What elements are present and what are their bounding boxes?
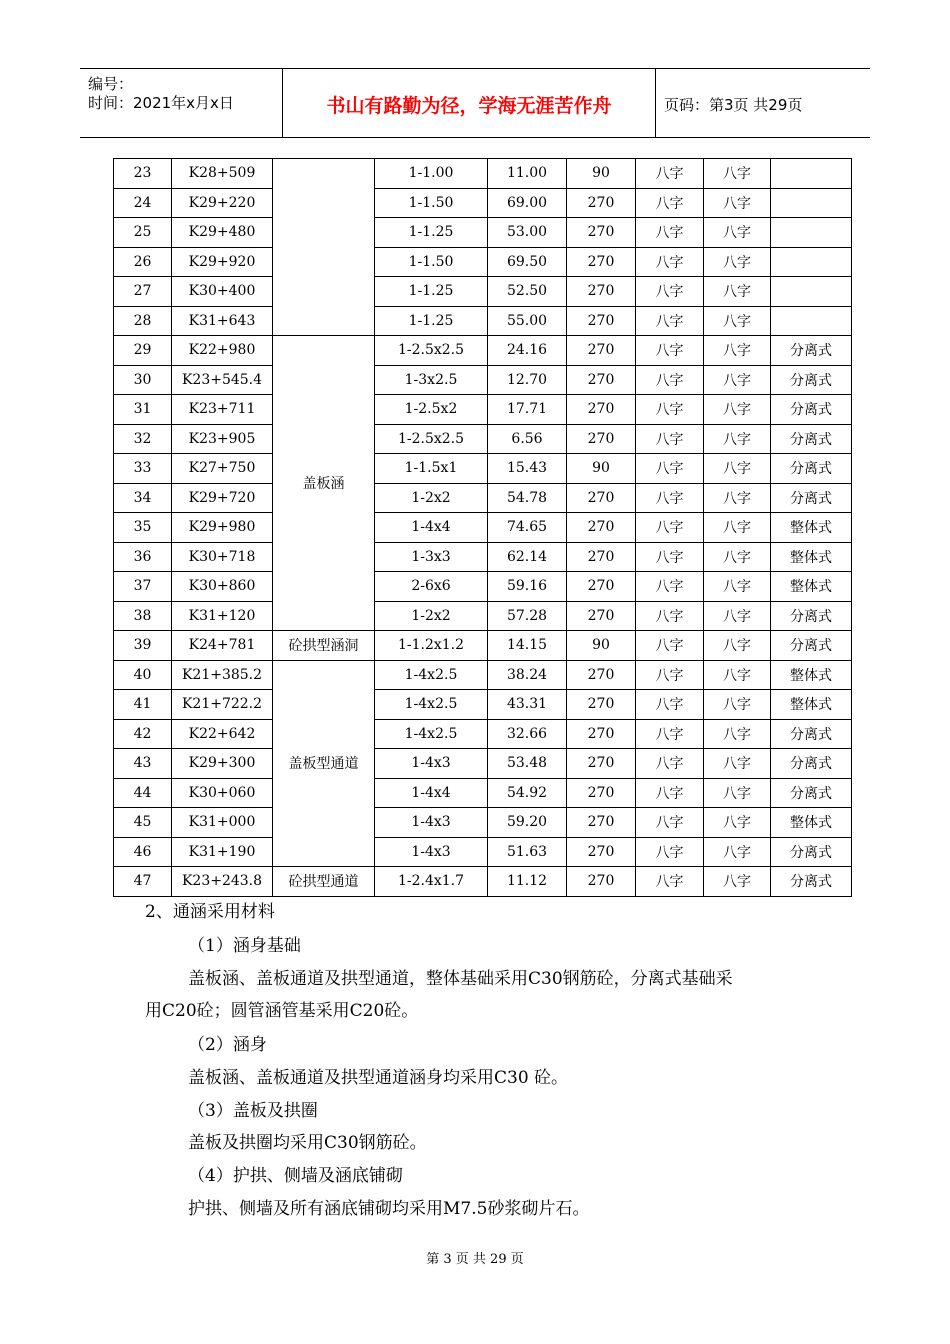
outlet-type-cell: 八字 xyxy=(704,365,771,395)
inlet-type-cell: 八字 xyxy=(636,808,704,838)
station-cell: K31+190 xyxy=(172,837,273,867)
table-row xyxy=(114,247,852,277)
length-cell: 54.92 xyxy=(488,778,567,808)
station-cell: K24+781 xyxy=(172,631,273,661)
foundation-type-cell: 整体式 xyxy=(771,542,852,572)
span-cell: 1-1.25 xyxy=(375,277,488,307)
length-cell: 69.50 xyxy=(488,247,567,277)
angle-cell: 270 xyxy=(567,188,636,218)
inlet-type-cell: 八字 xyxy=(636,454,704,484)
foundation-type-cell: 分离式 xyxy=(771,424,852,454)
angle-cell: 270 xyxy=(567,424,636,454)
inlet-type-cell: 八字 xyxy=(636,159,704,189)
angle-cell: 90 xyxy=(567,454,636,484)
table-row xyxy=(114,424,852,454)
row-number-cell: 36 xyxy=(114,542,172,572)
row-number-cell: 35 xyxy=(114,513,172,543)
inlet-type-cell: 八字 xyxy=(636,277,704,307)
inlet-type-cell: 八字 xyxy=(636,188,704,218)
inlet-type-cell: 八字 xyxy=(636,306,704,336)
row-number-cell: 29 xyxy=(114,336,172,366)
motto-text: 书山有路勤为径，学海无涯苦作舟 xyxy=(326,95,612,117)
foundation-type-cell: 分离式 xyxy=(771,837,852,867)
foundation-type-cell: 分离式 xyxy=(771,336,852,366)
length-cell: 6.56 xyxy=(488,424,567,454)
foundation-type-cell: 分离式 xyxy=(771,749,852,779)
station-cell: K27+750 xyxy=(172,454,273,484)
subsection-3-text: 盖板及拱圈均采用C30钢筋砼。 xyxy=(188,1133,427,1153)
table-row xyxy=(114,365,852,395)
span-cell: 1-2.5x2.5 xyxy=(375,424,488,454)
header-info-cell xyxy=(80,69,282,137)
row-number-cell: 23 xyxy=(114,159,172,189)
outlet-type-cell: 八字 xyxy=(704,483,771,513)
foundation-type-cell xyxy=(771,159,852,189)
table-row xyxy=(114,159,852,189)
station-cell: K21+385.2 xyxy=(172,660,273,690)
angle-cell: 270 xyxy=(567,572,636,602)
foundation-type-cell: 分离式 xyxy=(771,454,852,484)
outlet-type-cell: 八字 xyxy=(704,572,771,602)
table-row xyxy=(114,542,852,572)
inlet-type-cell: 八字 xyxy=(636,749,704,779)
row-number-cell: 27 xyxy=(114,277,172,307)
foundation-type-cell: 整体式 xyxy=(771,690,852,720)
table-row xyxy=(114,188,852,218)
subsection-1-title: （1）涵身基础 xyxy=(188,936,301,956)
inlet-type-cell: 八字 xyxy=(636,572,704,602)
angle-cell: 270 xyxy=(567,365,636,395)
length-cell: 17.71 xyxy=(488,395,567,425)
length-cell: 14.15 xyxy=(488,631,567,661)
table-row xyxy=(114,572,852,602)
station-cell: K30+860 xyxy=(172,572,273,602)
inlet-type-cell: 八字 xyxy=(636,631,704,661)
span-cell: 1-1.50 xyxy=(375,188,488,218)
inlet-type-cell: 八字 xyxy=(636,365,704,395)
span-cell: 1-1.2x1.2 xyxy=(375,631,488,661)
foundation-type-cell xyxy=(771,188,852,218)
length-cell: 59.16 xyxy=(488,572,567,602)
row-number-cell: 26 xyxy=(114,247,172,277)
station-cell: K30+060 xyxy=(172,778,273,808)
station-cell: K22+980 xyxy=(172,336,273,366)
station-cell: K28+509 xyxy=(172,159,273,189)
station-cell: K29+480 xyxy=(172,218,273,248)
length-cell: 11.00 xyxy=(488,159,567,189)
length-cell: 62.14 xyxy=(488,542,567,572)
type-group-cell: 砼拱型通道 xyxy=(273,867,375,897)
foundation-type-cell xyxy=(771,218,852,248)
row-number-cell: 24 xyxy=(114,188,172,218)
subsection-1-text-cont: 用C20砼；圆管涵管基采用C20砼。 xyxy=(145,1001,419,1021)
angle-cell: 270 xyxy=(567,395,636,425)
length-cell: 43.31 xyxy=(488,690,567,720)
span-cell: 1-1.25 xyxy=(375,218,488,248)
station-cell: K22+642 xyxy=(172,719,273,749)
span-cell: 1-2x2 xyxy=(375,483,488,513)
angle-cell: 270 xyxy=(567,867,636,897)
outlet-type-cell: 八字 xyxy=(704,277,771,307)
table-row xyxy=(114,867,852,897)
station-cell: K23+243.8 xyxy=(172,867,273,897)
length-cell: 59.20 xyxy=(488,808,567,838)
row-number-cell: 33 xyxy=(114,454,172,484)
outlet-type-cell: 八字 xyxy=(704,867,771,897)
foundation-type-cell: 分离式 xyxy=(771,719,852,749)
angle-cell: 270 xyxy=(567,601,636,631)
table-row xyxy=(114,808,852,838)
outlet-type-cell: 八字 xyxy=(704,749,771,779)
station-cell: K31+000 xyxy=(172,808,273,838)
table-row xyxy=(114,601,852,631)
table-row xyxy=(114,483,852,513)
outlet-type-cell: 八字 xyxy=(704,218,771,248)
foundation-type-cell: 分离式 xyxy=(771,365,852,395)
row-number-cell: 40 xyxy=(114,660,172,690)
table-row xyxy=(114,218,852,248)
span-cell: 1-4x2.5 xyxy=(375,719,488,749)
subsection-1-text: 盖板涵、盖板通道及拱型通道，整体基础采用C30钢筋砼，分离式基础采 xyxy=(188,969,733,989)
subsection-4-text: 护拱、侧墙及所有涵底铺砌均采用M7.5砂浆砌片石。 xyxy=(188,1199,590,1219)
row-number-cell: 47 xyxy=(114,867,172,897)
span-cell: 1-3x2.5 xyxy=(375,365,488,395)
station-cell: K31+643 xyxy=(172,306,273,336)
type-group-cell: 盖板涵 xyxy=(273,336,375,631)
inlet-type-cell: 八字 xyxy=(636,601,704,631)
angle-cell: 270 xyxy=(567,336,636,366)
span-cell: 1-3x3 xyxy=(375,542,488,572)
station-cell: K30+400 xyxy=(172,277,273,307)
outlet-type-cell: 八字 xyxy=(704,395,771,425)
span-cell: 1-4x3 xyxy=(375,749,488,779)
foundation-type-cell: 整体式 xyxy=(771,808,852,838)
length-cell: 55.00 xyxy=(488,306,567,336)
station-cell: K29+300 xyxy=(172,749,273,779)
station-cell: K29+920 xyxy=(172,247,273,277)
foundation-type-cell: 分离式 xyxy=(771,778,852,808)
section-title: 2、通涵采用材料 xyxy=(145,902,275,922)
angle-cell: 270 xyxy=(567,218,636,248)
table-row xyxy=(114,277,852,307)
foundation-type-cell: 分离式 xyxy=(771,395,852,425)
angle-cell: 270 xyxy=(567,306,636,336)
length-cell: 69.00 xyxy=(488,188,567,218)
inlet-type-cell: 八字 xyxy=(636,424,704,454)
table-row xyxy=(114,719,852,749)
subsection-2-title: （2）涵身 xyxy=(188,1035,267,1055)
inlet-type-cell: 八字 xyxy=(636,837,704,867)
inlet-type-cell: 八字 xyxy=(636,247,704,277)
outlet-type-cell: 八字 xyxy=(704,306,771,336)
length-cell: 53.48 xyxy=(488,749,567,779)
angle-cell: 270 xyxy=(567,749,636,779)
foundation-type-cell xyxy=(771,247,852,277)
serial-label: 编号： xyxy=(88,75,134,93)
row-number-cell: 28 xyxy=(114,306,172,336)
inlet-type-cell: 八字 xyxy=(636,542,704,572)
angle-cell: 270 xyxy=(567,542,636,572)
type-group-cell: 砼拱型涵洞 xyxy=(273,631,375,661)
station-cell: K23+545.4 xyxy=(172,365,273,395)
foundation-type-cell: 整体式 xyxy=(771,660,852,690)
table-row xyxy=(114,749,852,779)
angle-cell: 90 xyxy=(567,159,636,189)
length-cell: 24.16 xyxy=(488,336,567,366)
type-group-cell: 盖板型通道 xyxy=(273,660,375,867)
outlet-type-cell: 八字 xyxy=(704,631,771,661)
angle-cell: 270 xyxy=(567,808,636,838)
outlet-type-cell: 八字 xyxy=(704,837,771,867)
span-cell: 1-4x4 xyxy=(375,513,488,543)
table-row xyxy=(114,837,852,867)
span-cell: 1-1.50 xyxy=(375,247,488,277)
foundation-type-cell: 分离式 xyxy=(771,483,852,513)
inlet-type-cell: 八字 xyxy=(636,483,704,513)
length-cell: 74.65 xyxy=(488,513,567,543)
length-cell: 32.66 xyxy=(488,719,567,749)
station-cell: K21+722.2 xyxy=(172,690,273,720)
length-cell: 57.28 xyxy=(488,601,567,631)
table-row xyxy=(114,631,852,661)
inlet-type-cell: 八字 xyxy=(636,690,704,720)
station-cell: K29+720 xyxy=(172,483,273,513)
outlet-type-cell: 八字 xyxy=(704,719,771,749)
angle-cell: 270 xyxy=(567,247,636,277)
length-cell: 38.24 xyxy=(488,660,567,690)
foundation-type-cell: 整体式 xyxy=(771,513,852,543)
table-row xyxy=(114,778,852,808)
angle-cell: 270 xyxy=(567,483,636,513)
header-page-cell xyxy=(656,69,870,137)
foundation-type-cell xyxy=(771,306,852,336)
inlet-type-cell: 八字 xyxy=(636,719,704,749)
time-label: 时间：2021年x月x日 xyxy=(88,94,234,112)
station-cell: K29+220 xyxy=(172,188,273,218)
angle-cell: 270 xyxy=(567,660,636,690)
inlet-type-cell: 八字 xyxy=(636,336,704,366)
outlet-type-cell: 八字 xyxy=(704,808,771,838)
angle-cell: 270 xyxy=(567,719,636,749)
row-number-cell: 39 xyxy=(114,631,172,661)
outlet-type-cell: 八字 xyxy=(704,778,771,808)
station-cell: K31+120 xyxy=(172,601,273,631)
inlet-type-cell: 八字 xyxy=(636,395,704,425)
outlet-type-cell: 八字 xyxy=(704,424,771,454)
outlet-type-cell: 八字 xyxy=(704,188,771,218)
angle-cell: 270 xyxy=(567,513,636,543)
inlet-type-cell: 八字 xyxy=(636,218,704,248)
type-group-cell xyxy=(273,159,375,336)
inlet-type-cell: 八字 xyxy=(636,660,704,690)
length-cell: 11.12 xyxy=(488,867,567,897)
station-cell: K23+905 xyxy=(172,424,273,454)
table-row xyxy=(114,306,852,336)
table-row xyxy=(114,336,852,366)
row-number-cell: 34 xyxy=(114,483,172,513)
inlet-type-cell: 八字 xyxy=(636,778,704,808)
angle-cell: 270 xyxy=(567,778,636,808)
span-cell: 1-4x3 xyxy=(375,808,488,838)
row-number-cell: 37 xyxy=(114,572,172,602)
table-row xyxy=(114,513,852,543)
outlet-type-cell: 八字 xyxy=(704,601,771,631)
foundation-type-cell: 分离式 xyxy=(771,601,852,631)
station-cell: K29+980 xyxy=(172,513,273,543)
page-header xyxy=(80,68,870,138)
row-number-cell: 42 xyxy=(114,719,172,749)
span-cell: 1-4x4 xyxy=(375,778,488,808)
span-cell: 2-6x6 xyxy=(375,572,488,602)
span-cell: 1-1.25 xyxy=(375,306,488,336)
foundation-type-cell xyxy=(771,277,852,307)
foundation-type-cell: 分离式 xyxy=(771,867,852,897)
subsection-2-text: 盖板涵、盖板通道及拱型通道涵身均采用C30 砼。 xyxy=(188,1068,569,1088)
outlet-type-cell: 八字 xyxy=(704,660,771,690)
inlet-type-cell: 八字 xyxy=(636,513,704,543)
length-cell: 51.63 xyxy=(488,837,567,867)
subsection-4-title: （4）护拱、侧墙及涵底铺砌 xyxy=(188,1166,403,1186)
row-number-cell: 45 xyxy=(114,808,172,838)
length-cell: 54.78 xyxy=(488,483,567,513)
angle-cell: 270 xyxy=(567,690,636,720)
row-number-cell: 44 xyxy=(114,778,172,808)
outlet-type-cell: 八字 xyxy=(704,336,771,366)
page-number-label: 页码：第3页 共29页 xyxy=(664,96,803,114)
row-number-cell: 30 xyxy=(114,365,172,395)
foundation-type-cell: 整体式 xyxy=(771,572,852,602)
outlet-type-cell: 八字 xyxy=(704,159,771,189)
row-number-cell: 25 xyxy=(114,218,172,248)
page-footer: 第 3 页 共 29 页 xyxy=(426,1252,524,1267)
length-cell: 15.43 xyxy=(488,454,567,484)
span-cell: 1-4x3 xyxy=(375,837,488,867)
row-number-cell: 46 xyxy=(114,837,172,867)
length-cell: 52.50 xyxy=(488,277,567,307)
outlet-type-cell: 八字 xyxy=(704,247,771,277)
angle-cell: 270 xyxy=(567,277,636,307)
length-cell: 53.00 xyxy=(488,218,567,248)
outlet-type-cell: 八字 xyxy=(704,542,771,572)
span-cell: 1-2x2 xyxy=(375,601,488,631)
span-cell: 1-1.5x1 xyxy=(375,454,488,484)
span-cell: 1-4x2.5 xyxy=(375,690,488,720)
length-cell: 12.70 xyxy=(488,365,567,395)
outlet-type-cell: 八字 xyxy=(704,513,771,543)
header-motto-cell xyxy=(282,69,656,137)
outlet-type-cell: 八字 xyxy=(704,454,771,484)
row-number-cell: 43 xyxy=(114,749,172,779)
span-cell: 1-2.5x2.5 xyxy=(375,336,488,366)
row-number-cell: 32 xyxy=(114,424,172,454)
foundation-type-cell: 分离式 xyxy=(771,631,852,661)
span-cell: 1-4x2.5 xyxy=(375,660,488,690)
station-cell: K23+711 xyxy=(172,395,273,425)
row-number-cell: 31 xyxy=(114,395,172,425)
outlet-type-cell: 八字 xyxy=(704,690,771,720)
table-row xyxy=(114,395,852,425)
span-cell: 1-1.00 xyxy=(375,159,488,189)
culvert-table xyxy=(113,158,852,897)
station-cell: K30+718 xyxy=(172,542,273,572)
angle-cell: 90 xyxy=(567,631,636,661)
row-number-cell: 38 xyxy=(114,601,172,631)
table-row xyxy=(114,690,852,720)
table-row xyxy=(114,660,852,690)
row-number-cell: 41 xyxy=(114,690,172,720)
span-cell: 1-2.4x1.7 xyxy=(375,867,488,897)
subsection-3-title: （3）盖板及拱圈 xyxy=(188,1101,318,1121)
angle-cell: 270 xyxy=(567,837,636,867)
span-cell: 1-2.5x2 xyxy=(375,395,488,425)
table-row xyxy=(114,454,852,484)
inlet-type-cell: 八字 xyxy=(636,867,704,897)
